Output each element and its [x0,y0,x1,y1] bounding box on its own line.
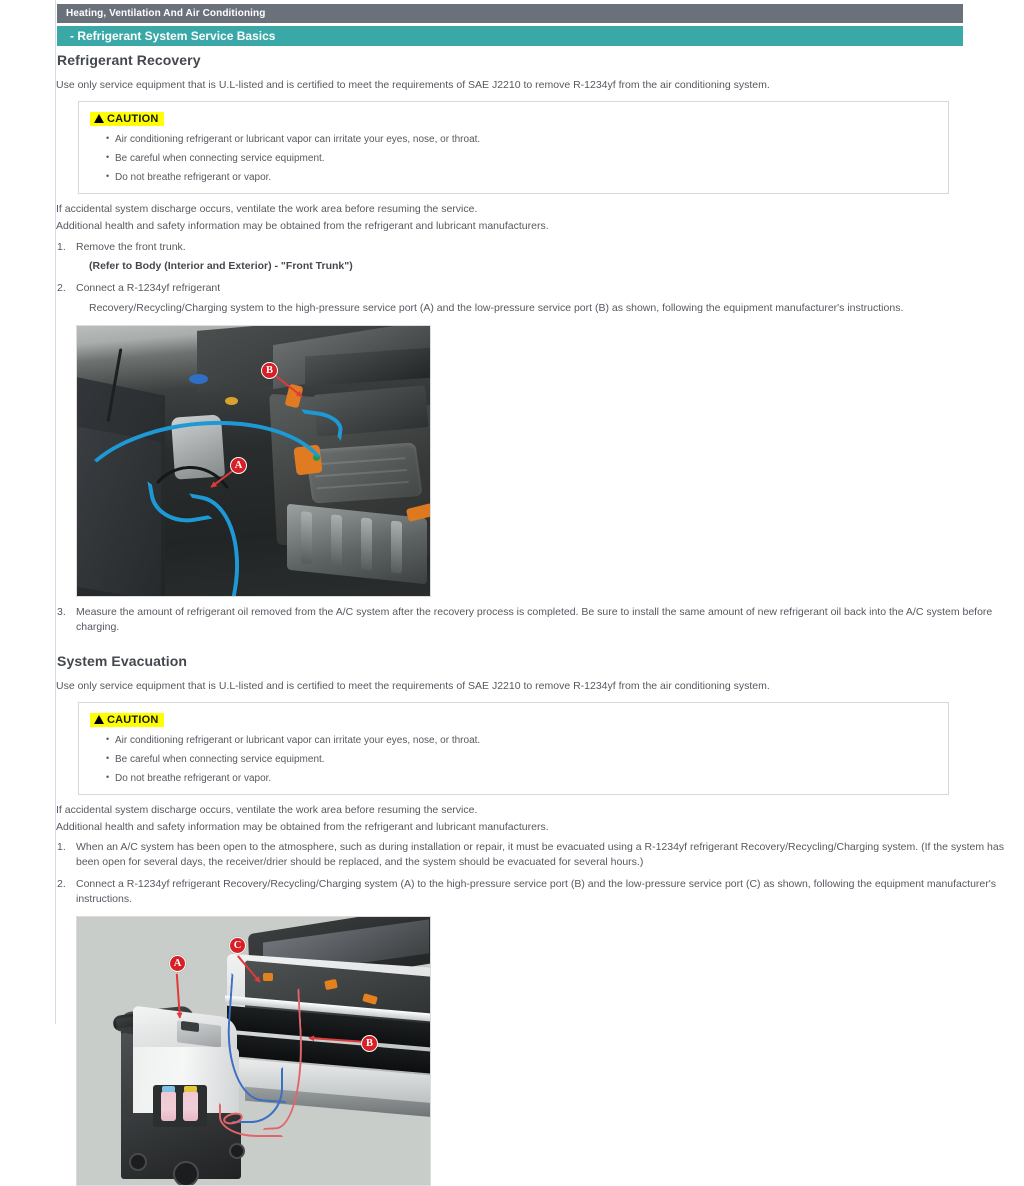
caution-label: CAUTION [107,713,159,726]
section-lead-text: Use only service equipment that is U.L-listed and is certified to meet the requirements of SAE J2210 to remove R-1234yf from the air conditioning system. [56,679,770,692]
step-item [56,281,1024,316]
step-item [56,877,1024,907]
machine-caster-wheel [173,1161,199,1186]
caution-item: • Air conditioning refrigerant or lubricant vapor can irritate your eyes, nose, or throat. [79,736,948,746]
caution-item: • Air conditioning refrigerant or lubricant vapor can irritate your eyes, nose, or throat. [79,135,948,145]
step-text: When an A/C system has been open to the atmosphere, such as during installation or repair, it must be evacuated using a R-1234yf refrigerant Recovery/Recycling/Charging system. (If the system has been open for several days, the receiver/drier should be replaced, and the system should be evacuated for several hours.) [76,841,1004,869]
caution-label: CAUTION [107,112,159,125]
procedure-steps-recovery [56,240,1024,317]
caution-item: • Be careful when connecting service equipment. [79,755,948,765]
step-continuation: Recovery/Recycling/Charging system to the high-pressure service port (A) and the low-pressure service port (B) as shown, following the equipment manufacturer's instructions. [89,302,904,315]
caution-badge [90,713,164,727]
procedure-steps-evacuation [56,840,1024,907]
recovery-machine-vehicle-photo [76,916,431,1186]
engine-bay-service-port-photo [76,325,431,597]
page-title-bar [57,26,963,46]
figure-2-illustration [77,917,430,1185]
section-heading-system-evacuation: System Evacuation [57,652,188,669]
step-reference: (Refer to Body (Interior and Exterior) - "Front Trunk") [89,260,353,273]
safety-info-note: Additional health and safety information may be obtained from the refrigerant and lubricant manufacturers. [56,821,549,834]
callout-marker-a: A [169,955,186,972]
manifold-runner [361,518,372,571]
step-item [56,605,1024,635]
engine-cover-rib [317,481,409,489]
machine-caster-wheel [229,1143,245,1159]
document-body [56,50,1024,1186]
step-text: Connect a R-1234yf refrigerant [76,282,221,295]
warning-triangle-icon [94,715,104,724]
bottle-cap-icon [162,1086,175,1092]
step-item [56,840,1024,870]
step-number: 3. [57,606,66,619]
step-text: Remove the front trunk. [76,240,186,253]
procedure-steps-recovery-cont [56,605,1024,635]
caution-item: • Be careful when connecting service equipment. [79,154,948,164]
step-text: Connect a R-1234yf refrigerant Recovery/Recycling/Charging system (A) to the high-pressure service port (B) and the low-pressure service port (C) as shown, following the equipment manufacturer's instructions. [76,878,996,906]
callout-marker-c: C [229,937,246,954]
caution-item: • Do not breathe refrigerant or vapor. [79,774,948,784]
caution-item: • Do not breathe refrigerant or vapor. [79,173,948,183]
callout-marker-a: A [230,457,247,474]
engine-cover-rib [313,457,405,465]
breadcrumb-label: Heating, Ventilation And Air Conditioning [66,8,266,19]
caution-badge [90,112,164,126]
step-item [56,240,1024,275]
page-title: - Refrigerant System Service Basics [70,29,276,43]
section-lead-text: Use only service equipment that is U.L-listed and is certified to meet the requirements of SAE J2210 to remove R-1234yf from the air conditioning system. [56,79,770,91]
callout-marker-b: B [261,362,278,379]
caution-item-list [79,135,948,183]
caution-box-evacuation [78,702,949,795]
manifold-runner [331,514,342,567]
section-heading-refrigerant-recovery: Refrigerant Recovery [57,52,201,68]
discharge-note: If accidental system discharge occurs, ventilate the work area before resuming the service. [56,203,478,216]
caution-item-list [79,736,948,784]
step-text: Measure the amount of refrigerant oil removed from the A/C system after the recovery process is completed. Be sure to install the same amount of new refrigerant oil back into the A/C system before charging. [76,606,993,634]
step-number: 1. [57,841,66,854]
manifold-runner [301,511,312,564]
step-number: 2. [57,282,66,295]
machine-caster-wheel [129,1153,147,1171]
warning-triangle-icon [94,114,104,123]
bottle-cap-icon [184,1086,197,1092]
manifold-runner [391,521,402,574]
caution-box-recovery [78,101,949,194]
callout-marker-b: B [361,1035,378,1052]
step-number: 1. [57,240,66,253]
dye-bottle [183,1091,198,1121]
step-number: 2. [57,878,66,891]
oil-bottle [161,1091,176,1121]
figure-1-illustration [77,326,430,596]
discharge-note: If accidental system discharge occurs, ventilate the work area before resuming the service. [56,804,478,817]
safety-info-note: Additional health and safety information may be obtained from the refrigerant and lubricant manufacturers. [56,220,549,233]
breadcrumb [57,4,963,23]
